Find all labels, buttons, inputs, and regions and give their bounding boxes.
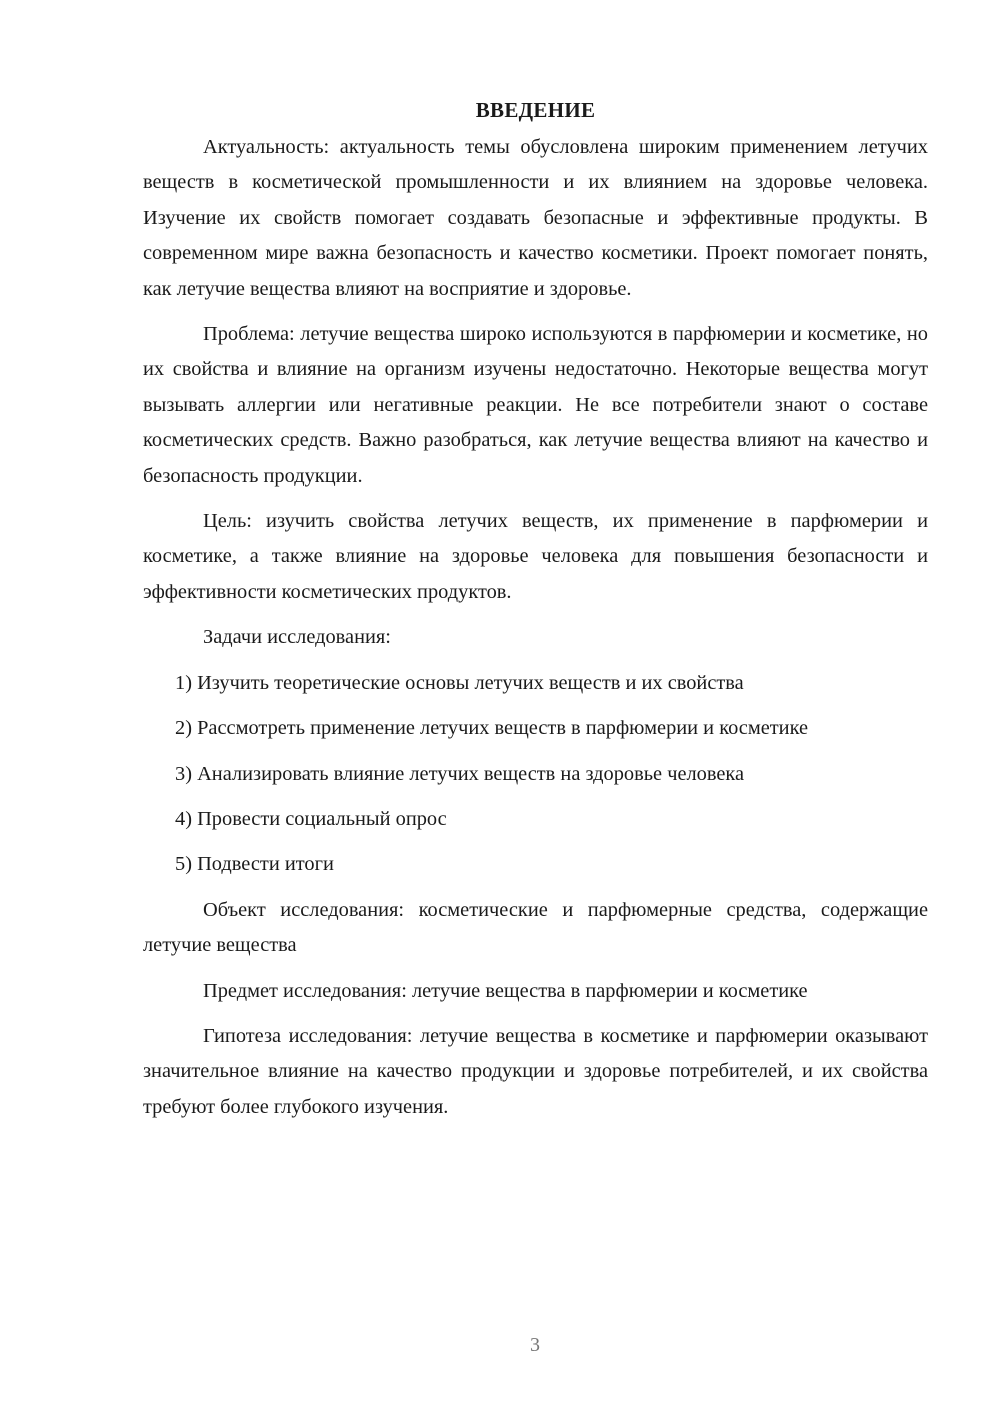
problem-paragraph: Проблема: летучие вещества широко используются в парфюмерии и косметике, но их свойства и влияние на организм изучены недостаточно. Некоторые вещества могут вызывать аллергии или негативные реакции. Не все потребители знают о составе косметических средств. Важно разобраться, как летучие вещества влияют на качество и безопасность продукции. (143, 323, 928, 487)
tasks-list (143, 666, 928, 883)
relevance-paragraph: Актуальность: актуальность темы обусловлена широким применением летучих веществ в косметической промышленности и их влиянием на здоровье человека. Изучение их свойств помогает создавать безопасные и эффективные продукты. В современном мире важна безопасность и качество косметики. Проект помогает понять, как летучие вещества влияют на восприятие и здоровье. (143, 136, 928, 300)
task-item-4: 4) Провести социальный опрос (175, 807, 447, 830)
section-heading: ВВЕДЕНИЕ (475, 98, 596, 122)
page-number: 3 (530, 1334, 540, 1356)
hypothesis-paragraph: Гипотеза исследования: летучие вещества в косметике и парфюмерии оказывают значительное влияние на качество продукции и здоровье потребителей, и их свойства требуют более глубокого изучения. (143, 1024, 928, 1118)
task-item-5: 5) Подвести итоги (175, 853, 334, 876)
document-page (143, 92, 928, 1125)
subject-paragraph: Предмет исследования: летучие вещества в парфюмерии и косметике (203, 979, 808, 1002)
object-paragraph: Объект исследования: косметические и парфюмерные средства, содержащие летучие вещества (143, 898, 928, 957)
task-item-2: 2) Рассмотреть применение летучих веществ в парфюмерии и косметике (175, 717, 809, 740)
task-item-1: 1) Изучить теоретические основы летучих веществ и их свойства (175, 671, 744, 694)
task-item-3: 3) Анализировать влияние летучих веществ на здоровье человека (175, 762, 745, 785)
tasks-title: Задачи исследования: (203, 626, 391, 649)
goal-paragraph: Цель: изучить свойства летучих веществ, их применение в парфюмерии и косметике, а также влияние на здоровье человека для повышения безопасности и эффективности косметических продуктов. (143, 510, 928, 603)
